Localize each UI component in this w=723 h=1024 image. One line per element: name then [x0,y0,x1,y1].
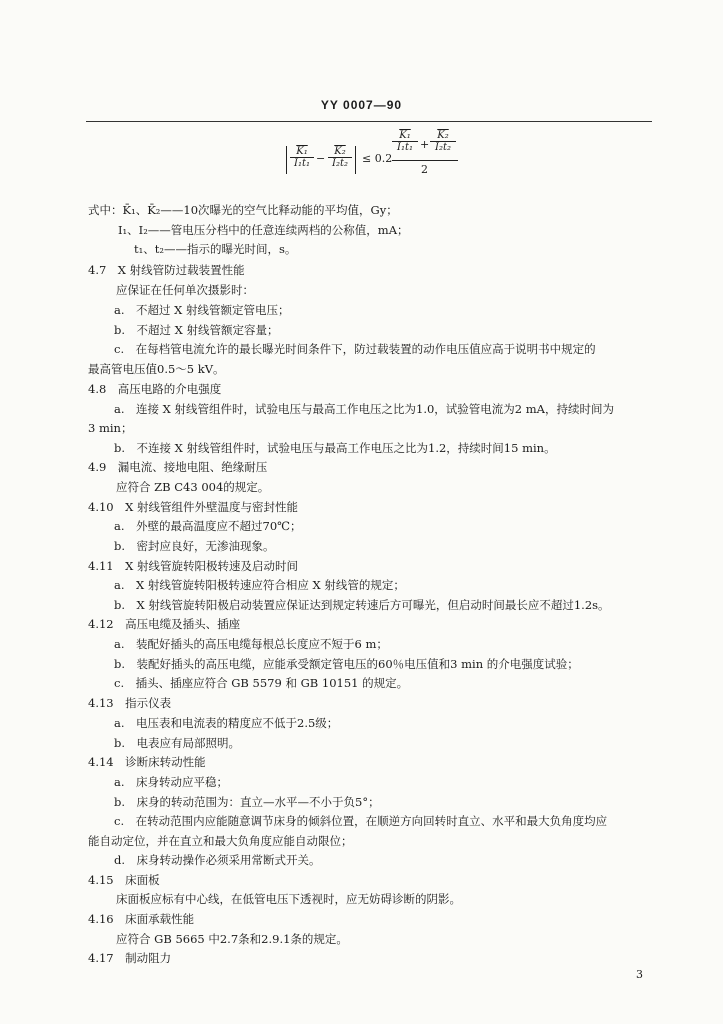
inner-i2t2: I₂t₂ [435,142,451,153]
list-item: a. 装配好插头的高压电缆每根总长度应不短于6 m； [114,637,388,651]
k1-symbol: K₁ [290,146,314,158]
text-line: 3 min； [88,421,133,435]
denominator-two: 2 [421,163,428,176]
list-item: a. X 射线管旋转阳极转速应符合相应 X 射线管的规定； [114,578,405,592]
main-fraction-line [392,160,458,161]
minus-sign: − [316,152,326,165]
list-item: b. 电表应有局部照明。 [114,736,241,750]
list-item: d. 床身转动操作必须采用常断式开关。 [114,853,321,867]
formula [280,130,480,180]
list-item: a. 电压表和电流表的精度应不低于2.5级； [114,716,339,730]
list-item: b. 床身的转动范围为：直立—水平—不小于负5°； [114,795,380,809]
list-item: b. 密封应良好，无渗油现象。 [114,539,275,553]
list-item: c. 在转动范围内应能随意调节床身的倾斜位置，在顺逆方向回转时直立、水平和最大负角度均应 [114,814,608,828]
abs-bar-left [286,146,287,174]
section-heading: 4.10 X 射线管组件外壁温度与密封性能 [88,500,298,514]
text-line: 最高管电压值0.5～5 kV。 [88,362,225,376]
page-number: 3 [636,968,643,981]
list-item: b. 不连接 X 射线管组件时，试验电压与最高工作电压之比为1.2，持续时间15 min。 [114,441,556,455]
inner-i1t1: I₁t₁ [397,142,413,153]
section-heading: 4.16 床面承载性能 [88,912,195,926]
list-item: c. 插头、插座应符合 GB 5579 和 GB 10151 的规定。 [114,676,409,690]
section-heading: 4.11 X 射线管旋转阳极转速及启动时间 [88,559,298,573]
plus-sign: + [420,138,430,151]
inner-k1: K₁ [392,130,418,142]
section-heading: 4.13 指示仪表 [88,696,172,710]
text-line: 应保证在任何单次摄影时： [116,283,254,297]
fraction-k2 [328,146,352,169]
inner-k2: K₂ [430,130,456,142]
text-line: 应符合 GB 5665 中2.7条和2.9.1条的规定。 [116,932,348,946]
list-item: a. 外壁的最高温度应不超过70℃； [114,519,302,533]
k2-symbol: K₂ [328,146,352,158]
text-line: 能自动定位，并在直立和最大负角度应能自动限位； [88,834,353,848]
text-line: 床面板应标有中心线，在低管电压下透视时，应无妨碍诊断的阴影。 [116,892,461,906]
section-heading: 4.14 诊断床转动性能 [88,755,206,769]
list-item: b. 装配好插头的高压电缆，应能承受额定管电压的60％电压值和3 min 的介电强度试验； [114,657,579,671]
section-heading: 4.15 床面板 [88,873,160,887]
i1t1-symbol: I₁t₁ [294,158,310,169]
text-line: 式中：K̄₁、K̄₂——10次曝光的空气比释动能的平均值，Gy； [88,203,398,217]
text-line: I₁、I₂——管电压分档中的任意连续两档的公称值，mA； [118,223,409,237]
section-heading: 4.9 漏电流、接地电阻、绝缘耐压 [88,460,268,474]
abs-bar-right [355,146,356,174]
header-rule [86,121,652,122]
text-line: 应符合 ZB C43 004的规定。 [116,480,270,494]
section-heading: 4.8 高压电路的介电强度 [88,382,222,396]
list-item: a. 连接 X 射线管组件时，试验电压与最高工作电压之比为1.0，试验管电流为2 mA，持续时间为 [114,402,614,416]
le-sign: ≤ 0.2 [362,152,393,165]
section-heading: 4.17 制动阻力 [88,951,172,965]
list-item: b. 不超过 X 射线管额定容量； [114,323,279,337]
section-heading: 4.12 高压电缆及插头、插座 [88,617,241,631]
list-item: a. 床身转动应平稳； [114,775,229,789]
list-item: c. 在每档管电流允许的最长曝光时间条件下，防过载装置的动作电压值应高于说明书中规定的 [114,342,596,356]
inner-frac-2 [430,130,456,153]
fraction-k1 [290,146,314,169]
inner-frac-1 [392,130,418,153]
i2t2-symbol: I₂t₂ [332,158,348,169]
list-item: b. X 射线管旋转阳极启动装置应保证达到规定转速后方可曝光，但启动时间最长应不超过1.2s。 [114,598,610,612]
standard-code-header: YY 0007—90 [320,98,403,112]
text-line: t₁、t₂——指示的曝光时间，s。 [134,242,297,256]
section-heading: 4.7 X 射线管防过载装置性能 [88,263,245,277]
list-item: a. 不超过 X 射线管额定管电压； [114,303,290,317]
